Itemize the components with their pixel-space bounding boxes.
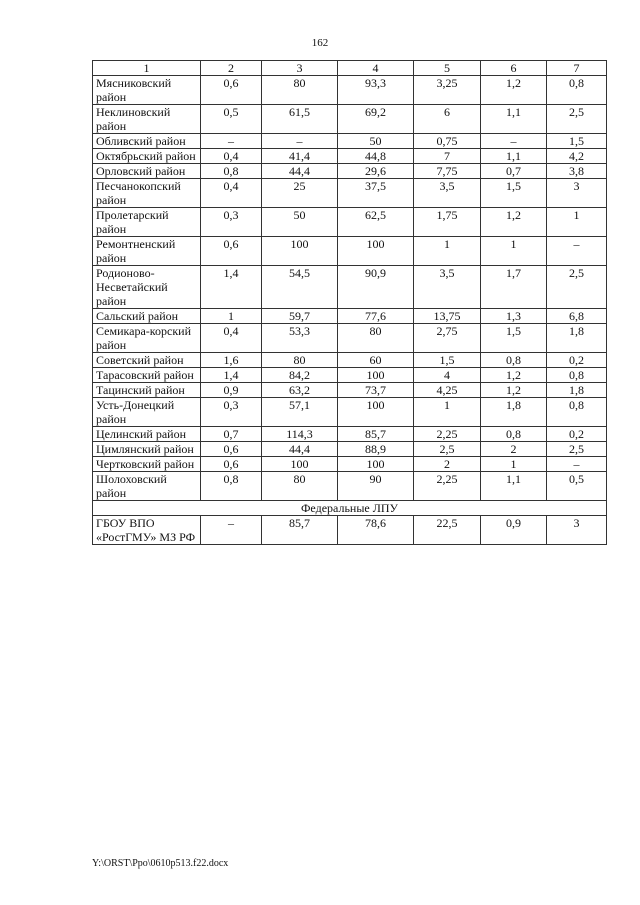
table-cell: 80 bbox=[338, 324, 414, 353]
table-row bbox=[93, 164, 607, 179]
table-cell: 54,5 bbox=[262, 266, 338, 309]
table-row bbox=[93, 179, 607, 208]
table-cell: 90 bbox=[338, 472, 414, 501]
row-label: Мясниковский район bbox=[93, 76, 201, 105]
column-header: 3 bbox=[262, 61, 338, 76]
table-row bbox=[93, 442, 607, 457]
table-cell: 6,8 bbox=[547, 309, 607, 324]
table-cell: 1 bbox=[201, 309, 262, 324]
table-cell: 100 bbox=[338, 368, 414, 383]
table-cell: 3 bbox=[547, 516, 607, 545]
table-cell: 2,25 bbox=[414, 427, 481, 442]
row-label: Чертковский район bbox=[93, 457, 201, 472]
table-cell: 4,25 bbox=[414, 383, 481, 398]
table-cell: 1,5 bbox=[547, 134, 607, 149]
row-label: Цимлянский район bbox=[93, 442, 201, 457]
row-label: Семикара-корский район bbox=[93, 324, 201, 353]
table-cell: 0,8 bbox=[481, 427, 547, 442]
table-cell: 1,5 bbox=[414, 353, 481, 368]
table-cell: 2,5 bbox=[547, 266, 607, 309]
table-cell: 0,7 bbox=[481, 164, 547, 179]
row-label: Неклиновский район bbox=[93, 105, 201, 134]
table-row bbox=[93, 472, 607, 501]
table-cell: 59,7 bbox=[262, 309, 338, 324]
table-cell: 0,3 bbox=[201, 208, 262, 237]
column-header: 1 bbox=[93, 61, 201, 76]
table-cell: 100 bbox=[338, 457, 414, 472]
table-row bbox=[93, 457, 607, 472]
table-cell: 1,5 bbox=[481, 179, 547, 208]
table-cell: 77,6 bbox=[338, 309, 414, 324]
table-cell: 0,75 bbox=[414, 134, 481, 149]
table-cell: 1 bbox=[414, 237, 481, 266]
table-cell: 1 bbox=[481, 457, 547, 472]
table-row bbox=[93, 427, 607, 442]
table-cell: 1,8 bbox=[547, 383, 607, 398]
table-row bbox=[93, 134, 607, 149]
table-cell: 7 bbox=[414, 149, 481, 164]
table-cell: 13,75 bbox=[414, 309, 481, 324]
row-label: Целинский район bbox=[93, 427, 201, 442]
table-cell: 100 bbox=[262, 237, 338, 266]
table-cell: 50 bbox=[262, 208, 338, 237]
table-cell: 44,4 bbox=[262, 442, 338, 457]
table-cell: 6 bbox=[414, 105, 481, 134]
table-cell: 85,7 bbox=[262, 516, 338, 545]
table-cell: – bbox=[481, 134, 547, 149]
header-row bbox=[93, 61, 607, 76]
table-cell: 0,6 bbox=[201, 76, 262, 105]
table-cell: 4,2 bbox=[547, 149, 607, 164]
table-cell: 29,6 bbox=[338, 164, 414, 179]
table-cell: 0,7 bbox=[201, 427, 262, 442]
table-row bbox=[93, 368, 607, 383]
table-cell: 62,5 bbox=[338, 208, 414, 237]
table-cell: 1 bbox=[547, 208, 607, 237]
table-cell: 37,5 bbox=[338, 179, 414, 208]
table-row bbox=[93, 516, 607, 545]
table-cell: 53,3 bbox=[262, 324, 338, 353]
table-cell: 0,6 bbox=[201, 237, 262, 266]
row-label: ГБОУ ВПО «РостГМУ» МЗ РФ bbox=[93, 516, 201, 545]
data-table bbox=[92, 60, 607, 545]
row-label: Обливский район bbox=[93, 134, 201, 149]
table-cell: 73,7 bbox=[338, 383, 414, 398]
table-cell: 0,2 bbox=[547, 353, 607, 368]
table-cell: 90,9 bbox=[338, 266, 414, 309]
table-cell: 60 bbox=[338, 353, 414, 368]
table-cell: – bbox=[547, 237, 607, 266]
table-cell: 2,5 bbox=[547, 442, 607, 457]
table-cell: – bbox=[547, 457, 607, 472]
table-cell: 1,7 bbox=[481, 266, 547, 309]
table-cell: 3,25 bbox=[414, 76, 481, 105]
footer-file-path: Y:\ORST\Ppo\0610p513.f22.docx bbox=[92, 858, 229, 869]
table-cell: 80 bbox=[262, 472, 338, 501]
table-cell: 3,8 bbox=[547, 164, 607, 179]
table-row bbox=[93, 76, 607, 105]
table-cell: 100 bbox=[338, 398, 414, 427]
row-label: Усть-Донецкий район bbox=[93, 398, 201, 427]
table-cell: 85,7 bbox=[338, 427, 414, 442]
row-label: Пролетарский район bbox=[93, 208, 201, 237]
page-number: 162 bbox=[311, 37, 329, 49]
table-cell: 0,9 bbox=[481, 516, 547, 545]
row-label: Песчанокопский район bbox=[93, 179, 201, 208]
table-cell: 1,75 bbox=[414, 208, 481, 237]
table-cell: 0,4 bbox=[201, 149, 262, 164]
table-cell: 0,8 bbox=[547, 398, 607, 427]
table-cell: 0,9 bbox=[201, 383, 262, 398]
column-header: 7 bbox=[547, 61, 607, 76]
column-header: 2 bbox=[201, 61, 262, 76]
table-cell: 0,8 bbox=[547, 76, 607, 105]
table-cell: 3,5 bbox=[414, 266, 481, 309]
table-cell: 63,2 bbox=[262, 383, 338, 398]
table-row bbox=[93, 266, 607, 309]
column-header: 4 bbox=[338, 61, 414, 76]
table-cell: 1,2 bbox=[481, 76, 547, 105]
table-cell: 1,8 bbox=[481, 398, 547, 427]
table-cell: 0,8 bbox=[481, 353, 547, 368]
table-cell: 114,3 bbox=[262, 427, 338, 442]
table-row bbox=[93, 208, 607, 237]
table-cell: 84,2 bbox=[262, 368, 338, 383]
table-row bbox=[93, 237, 607, 266]
table-cell: 3 bbox=[547, 179, 607, 208]
table-body bbox=[93, 76, 607, 545]
table-cell: 1 bbox=[481, 237, 547, 266]
table-cell: 0,6 bbox=[201, 457, 262, 472]
row-label: Орловский район bbox=[93, 164, 201, 179]
table-row bbox=[93, 105, 607, 134]
table-cell: 80 bbox=[262, 76, 338, 105]
table-row bbox=[93, 353, 607, 368]
table-cell: 88,9 bbox=[338, 442, 414, 457]
row-label: Сальский район bbox=[93, 309, 201, 324]
table-cell: 100 bbox=[338, 237, 414, 266]
section-title: Федеральные ЛПУ bbox=[93, 501, 607, 516]
table-cell: 0,8 bbox=[201, 472, 262, 501]
table-cell: 2,5 bbox=[414, 442, 481, 457]
table-cell: – bbox=[201, 516, 262, 545]
table-cell: 0,4 bbox=[201, 179, 262, 208]
table-cell: 1,2 bbox=[481, 383, 547, 398]
table-cell: 0,5 bbox=[547, 472, 607, 501]
table-row bbox=[93, 398, 607, 427]
table-cell: 1,1 bbox=[481, 105, 547, 134]
table-cell: 0,8 bbox=[547, 368, 607, 383]
table-row bbox=[93, 149, 607, 164]
table-cell: 57,1 bbox=[262, 398, 338, 427]
table-cell: 1,4 bbox=[201, 266, 262, 309]
table-cell: 1,2 bbox=[481, 368, 547, 383]
table-row bbox=[93, 324, 607, 353]
table-cell: 61,5 bbox=[262, 105, 338, 134]
table-cell: 1 bbox=[414, 398, 481, 427]
table-cell: 44,4 bbox=[262, 164, 338, 179]
table-cell: 0,5 bbox=[201, 105, 262, 134]
table-cell: 2,75 bbox=[414, 324, 481, 353]
table-cell: 0,3 bbox=[201, 398, 262, 427]
table-cell: 4 bbox=[414, 368, 481, 383]
table-cell: 1,2 bbox=[481, 208, 547, 237]
table-cell: 0,6 bbox=[201, 442, 262, 457]
table-row bbox=[93, 383, 607, 398]
table-cell: 1,1 bbox=[481, 149, 547, 164]
table-cell: 7,75 bbox=[414, 164, 481, 179]
table-cell: 80 bbox=[262, 353, 338, 368]
table-cell: 44,8 bbox=[338, 149, 414, 164]
table-cell: 22,5 bbox=[414, 516, 481, 545]
row-label: Советский район bbox=[93, 353, 201, 368]
table-cell: 41,4 bbox=[262, 149, 338, 164]
table-cell: 50 bbox=[338, 134, 414, 149]
table-cell: 0,8 bbox=[201, 164, 262, 179]
row-label: Тарасовский район bbox=[93, 368, 201, 383]
table-cell: 1,3 bbox=[481, 309, 547, 324]
table-cell: 0,2 bbox=[547, 427, 607, 442]
table-cell: – bbox=[262, 134, 338, 149]
table-cell: 100 bbox=[262, 457, 338, 472]
row-label: Шолоховский район bbox=[93, 472, 201, 501]
table-cell: 1,5 bbox=[481, 324, 547, 353]
table-cell: 25 bbox=[262, 179, 338, 208]
row-label: Октябрьский район bbox=[93, 149, 201, 164]
table-cell: 69,2 bbox=[338, 105, 414, 134]
table-cell: 1,4 bbox=[201, 368, 262, 383]
row-label: Тацинский район bbox=[93, 383, 201, 398]
table-cell: 1,8 bbox=[547, 324, 607, 353]
table-cell: 2 bbox=[481, 442, 547, 457]
table-cell: 93,3 bbox=[338, 76, 414, 105]
table-row bbox=[93, 309, 607, 324]
table-cell: 3,5 bbox=[414, 179, 481, 208]
table-cell: 0,4 bbox=[201, 324, 262, 353]
table-cell: 2 bbox=[414, 457, 481, 472]
table-cell: – bbox=[201, 134, 262, 149]
section-row bbox=[93, 501, 607, 516]
table-cell: 2,25 bbox=[414, 472, 481, 501]
column-header: 5 bbox=[414, 61, 481, 76]
row-label: Ремонтненский район bbox=[93, 237, 201, 266]
column-header: 6 bbox=[481, 61, 547, 76]
table-cell: 78,6 bbox=[338, 516, 414, 545]
table-cell: 2,5 bbox=[547, 105, 607, 134]
table-cell: 1,1 bbox=[481, 472, 547, 501]
table-cell: 1,6 bbox=[201, 353, 262, 368]
row-label: Родионово-Несветайский район bbox=[93, 266, 201, 309]
